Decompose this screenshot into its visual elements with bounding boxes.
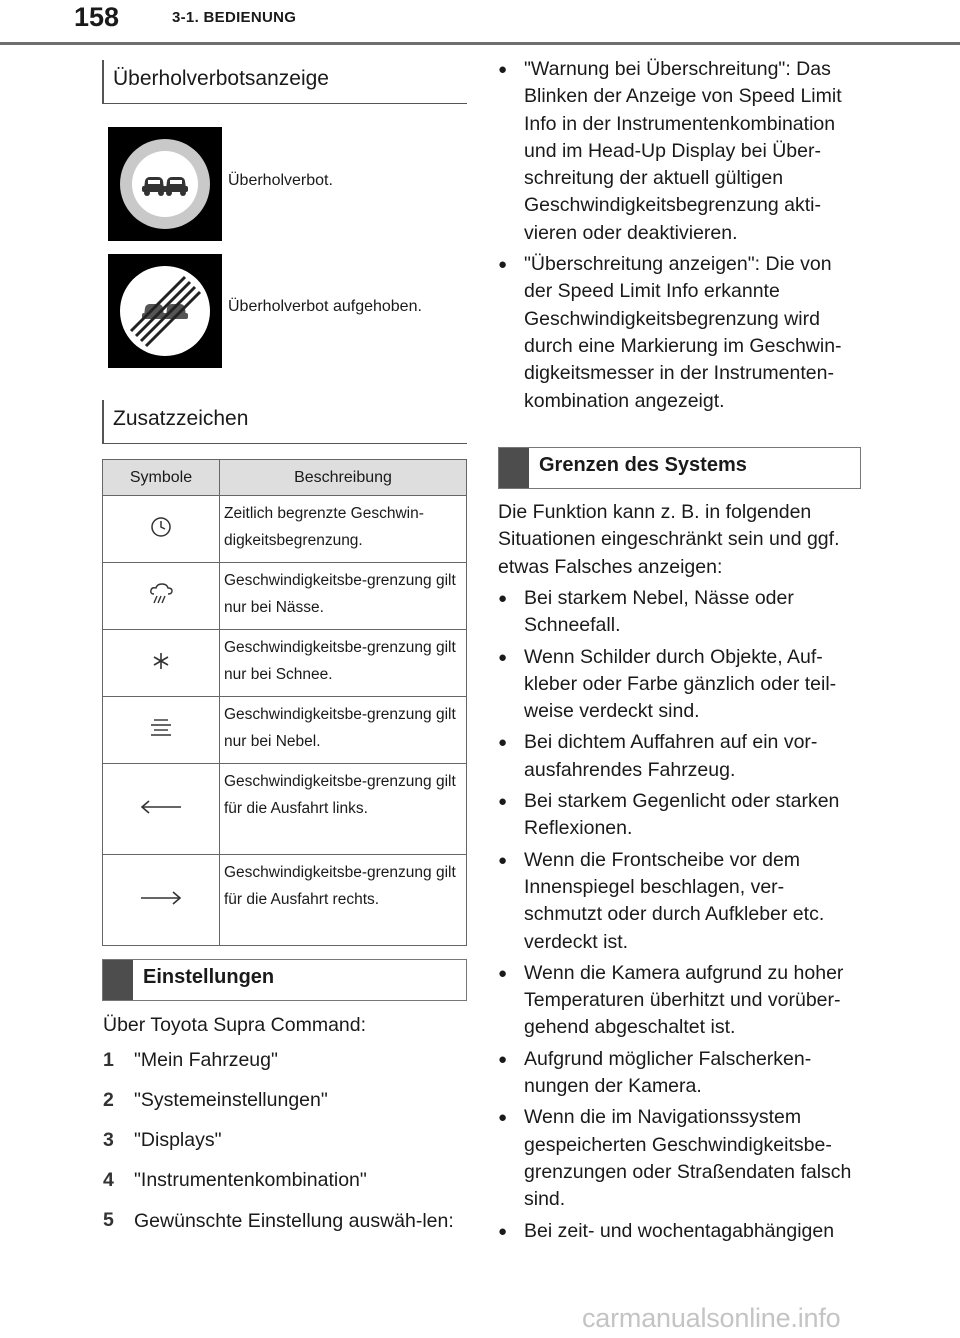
- column-header-description: Beschreibung: [220, 460, 467, 496]
- sign-caption: Überholverbot aufgehoben.: [228, 298, 422, 315]
- limit-text: Aufgrund möglicher Falscherken-nungen der Kamera.: [524, 1047, 812, 1098]
- bullet-dot-icon: ●: [498, 648, 508, 666]
- section-tab: [103, 960, 133, 1000]
- symbol-cell: [103, 697, 220, 764]
- limit-text: Bei starkem Nebel, Nässe oder Schneefall.: [524, 587, 794, 637]
- list-item: [498, 1218, 860, 1245]
- description-cell: Geschwindigkeitsbe-grenzung gilt für die Ausfahrt rechts.: [220, 855, 467, 946]
- end-no-overtaking-sign-icon: [108, 254, 222, 368]
- list-item: [498, 1046, 860, 1101]
- bullet-dot-icon: ●: [498, 851, 508, 869]
- list-item: [103, 1167, 463, 1194]
- arrow-right-icon: [139, 890, 183, 906]
- step-number: 4: [103, 1169, 114, 1191]
- section-title-limits: Grenzen des Systems: [539, 454, 747, 476]
- snowflake-icon: [151, 651, 171, 671]
- clock-icon: [149, 515, 173, 539]
- bullet-dot-icon: ●: [498, 590, 508, 607]
- list-item: [498, 847, 860, 956]
- table-row: [103, 764, 467, 855]
- section-bar: [102, 400, 104, 444]
- list-item: [498, 1104, 860, 1213]
- bullet-dot-icon: ●: [498, 1222, 508, 1240]
- section-rule: [102, 443, 467, 444]
- section-box-limits: [498, 447, 861, 489]
- section-title-overtaking: Überholverbotsanzeige: [113, 67, 329, 90]
- limit-text: Wenn die Kamera aufgrund zu hoher Temperaturen überhitzt und vorüber-gehend abgeschaltet ist.: [524, 961, 844, 1039]
- table-row: [103, 855, 467, 946]
- list-item: [498, 56, 860, 247]
- limits-list: [498, 585, 860, 1245]
- section-box-settings: [102, 959, 467, 1001]
- bullet-dot-icon: ●: [498, 256, 508, 274]
- step-text: "Systemeinstellungen": [134, 1089, 328, 1111]
- bullet-dot-icon: ●: [498, 964, 508, 982]
- description-cell: Geschwindigkeitsbe-grenzung gilt für die Ausfahrt links.: [220, 764, 467, 855]
- table-row: [103, 563, 467, 630]
- step-text: "Instrumentenkombination": [134, 1169, 367, 1191]
- description-cell: Zeitlich begrenzte Geschwin-digkeitsbegrenzung.: [220, 496, 467, 563]
- section-title-settings: Einstellungen: [143, 966, 275, 988]
- fog-icon: [148, 717, 174, 739]
- step-text: Gewünschte Einstellung auswäh-len:: [134, 1210, 454, 1232]
- column-header-symbols: Symbole: [103, 460, 220, 496]
- table-row: [103, 697, 467, 764]
- step-text: "Mein Fahrzeug": [134, 1049, 278, 1071]
- additional-signs-table: [102, 459, 467, 946]
- list-item: [498, 585, 860, 640]
- limit-text: Wenn die Frontscheibe vor dem Innenspiegel beschlagen, ver-schmutzt oder durch Aufkleber etc. verdeckt ist.: [524, 848, 825, 953]
- table-row: [103, 496, 467, 563]
- sign-image-no-overtaking: [108, 127, 222, 241]
- bullet-dot-icon: ●: [498, 61, 508, 78]
- list-item: [498, 251, 860, 415]
- table-row: [103, 630, 467, 697]
- list-item: [498, 729, 860, 784]
- step-number: 2: [103, 1089, 114, 1111]
- table-header-row: [103, 460, 467, 496]
- watermark: carmanualsonline.info: [582, 1303, 841, 1333]
- section-tab: [499, 448, 529, 488]
- sign-image-end-no-overtaking: [108, 254, 222, 368]
- settings-options-list: [498, 56, 860, 415]
- list-item: [103, 1127, 463, 1154]
- list-item: [103, 1207, 463, 1239]
- rain-icon: [148, 582, 174, 606]
- step-text: "Displays": [134, 1129, 222, 1151]
- arrow-left-icon: [139, 799, 183, 815]
- description-cell: Geschwindigkeitsbe-grenzung gilt nur bei Nässe.: [220, 563, 467, 630]
- bullet-dot-icon: ●: [498, 734, 508, 752]
- step-number: 3: [103, 1129, 114, 1151]
- section-bar: [102, 60, 104, 104]
- list-item: [498, 644, 860, 726]
- sign-caption: Überholverbot.: [228, 172, 333, 189]
- section-rule: [102, 103, 467, 104]
- symbol-cell: [103, 630, 220, 697]
- symbol-cell: [103, 855, 220, 946]
- section-title-additional: Zusatzzeichen: [113, 407, 249, 430]
- symbol-cell: [103, 563, 220, 630]
- chapter-title: 3-1. BEDIENUNG: [172, 9, 297, 26]
- limit-text: Wenn Schilder durch Objekte, Auf-kleber oder Farbe gänzlich oder teil-weise verdeckt sind.: [524, 645, 837, 723]
- settings-intro: Über Toyota Supra Command:: [103, 1014, 367, 1036]
- header-rule: [0, 42, 960, 45]
- limit-text: Bei zeit- und wochentagabhängigen: [524, 1219, 835, 1242]
- step-number: 1: [103, 1049, 114, 1071]
- list-item: [498, 788, 860, 843]
- settings-steps: [103, 1012, 463, 1252]
- list-item: [103, 1087, 463, 1114]
- step-number: 5: [103, 1209, 114, 1231]
- description-cell: Geschwindigkeitsbe-grenzung gilt nur bei Nebel.: [220, 697, 467, 764]
- option-text: "Überschreitung anzeigen": Die von der Speed Limit Info erkannte Geschwindigkeitsbegrenzung wird durch eine Markierung im Geschwin-digkeitsmesser in der Instrumenten-kombination angezeigt.: [524, 253, 842, 412]
- list-item: [103, 1047, 463, 1074]
- symbol-cell: [103, 764, 220, 855]
- bullet-dot-icon: ●: [498, 1109, 508, 1127]
- page-number: 158: [74, 2, 120, 32]
- option-text: "Warnung bei Überschreitung": Das Blinken der Anzeige von Speed Limit Info in der Instrumentenkombination und im Head-Up Display bei Über-schreitung der aktuell gültigen Geschwindigkeitsbegrenzung akti-vieren oder deaktivieren.: [524, 58, 842, 244]
- limits-intro: Die Funktion kann z. B. in folgenden Situationen eingeschränkt sein und ggf. etwas Falsches anzeigen:: [498, 501, 840, 578]
- limit-text: Bei starkem Gegenlicht oder starken Reflexionen.: [524, 790, 840, 840]
- bullet-dot-icon: ●: [498, 793, 508, 811]
- no-overtaking-sign-icon: [108, 127, 222, 241]
- bullet-dot-icon: ●: [498, 1050, 508, 1068]
- limit-text: Bei dichtem Auffahren auf ein vor-ausfahrendes Fahrzeug.: [524, 731, 818, 781]
- symbol-cell: [103, 496, 220, 563]
- list-item: [498, 960, 860, 1042]
- description-cell: Geschwindigkeitsbe-grenzung gilt nur bei Schnee.: [220, 630, 467, 697]
- limit-text: Wenn die im Navigationssystem gespeicherten Geschwindigkeitsbe-grenzungen oder Straßendaten falsch sind.: [524, 1106, 852, 1211]
